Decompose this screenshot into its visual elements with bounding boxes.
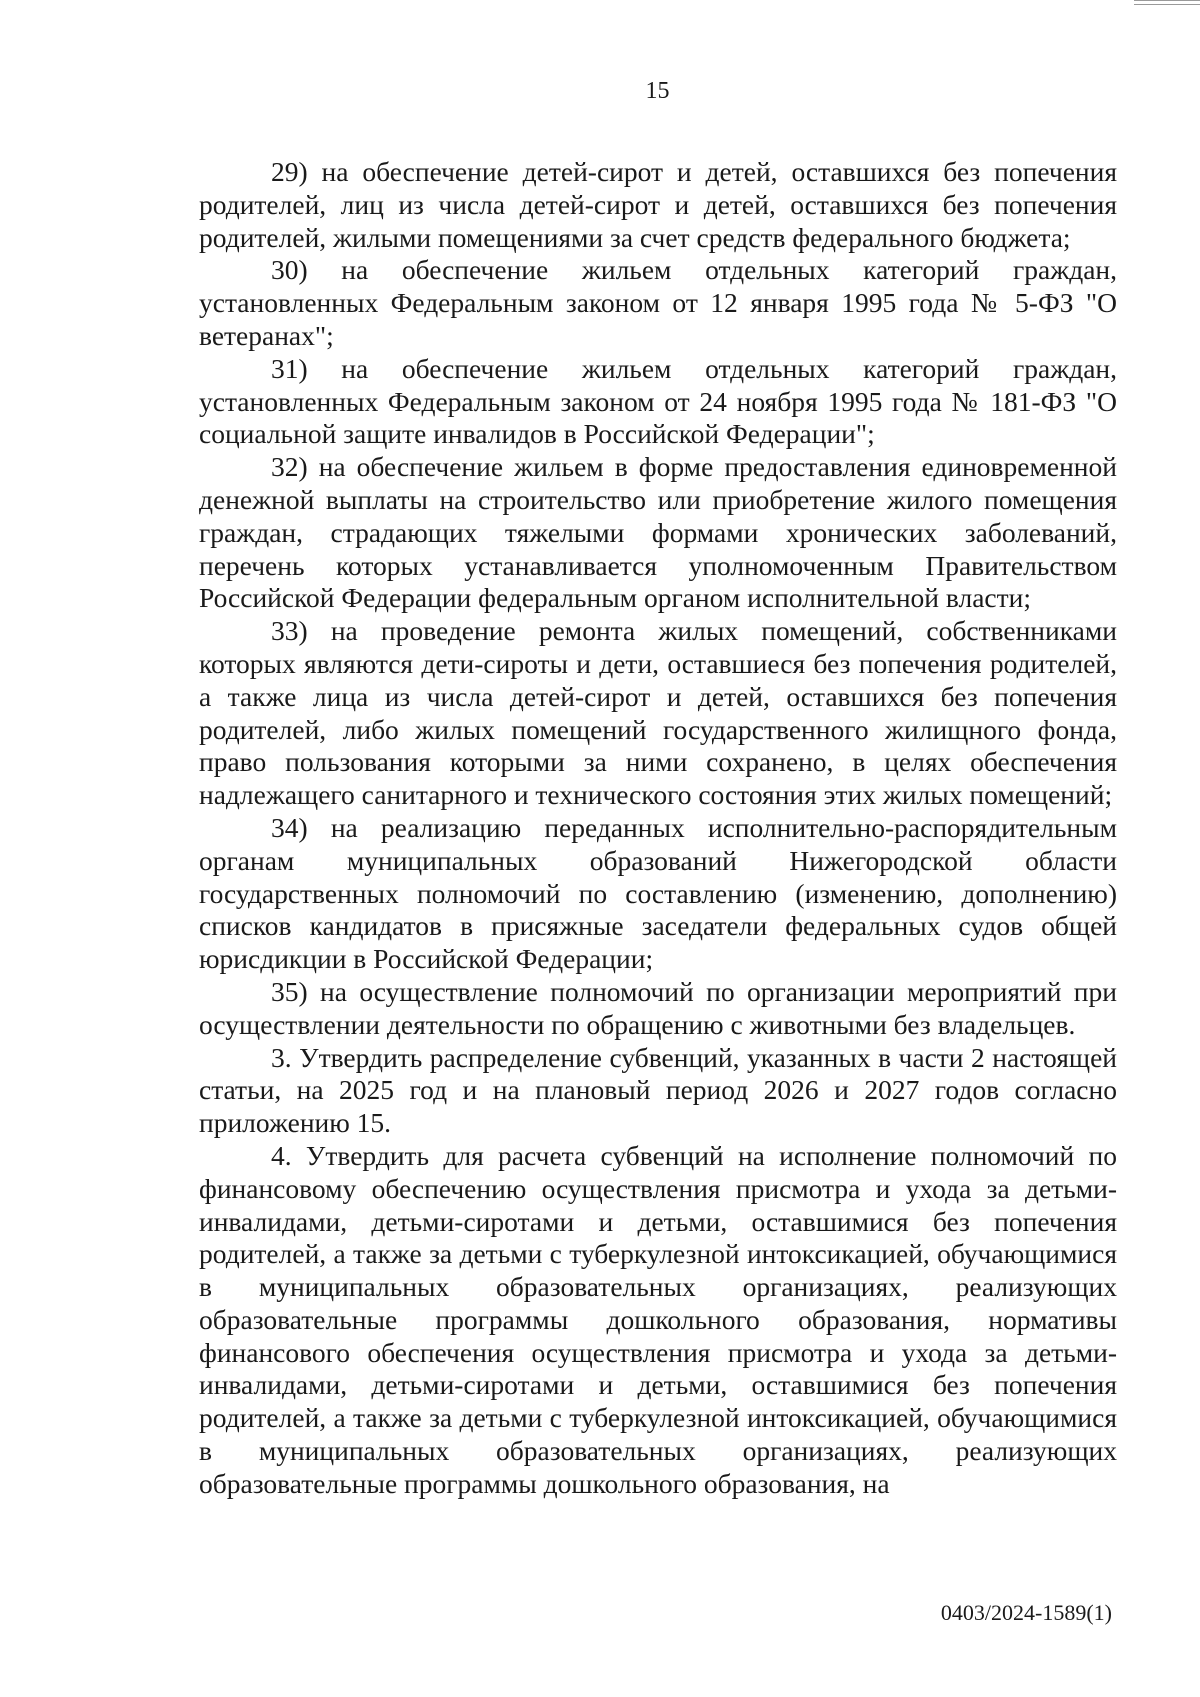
document-code: 0403/2024-1589(1): [940, 1600, 1112, 1625]
scan-corner-mark: [1134, 0, 1200, 5]
paragraph-item-29: 29) на обеспечение детей-сирот и детей, оставшихся без попечения родителей, лиц из числа детей-сирот и детей, оставшихся без попечения родителей, жилыми помещениями за счет средств федерального бюджета;: [199, 156, 1117, 253]
document-body: [199, 156, 1117, 1501]
paragraph-item-35: 35) на осуществление полномочий по организации мероприятий при осуществлении деятельности по обращению с животными без владельцев.: [199, 975, 1117, 1040]
paragraph-item-34: 34) на реализацию переданных исполнительно-распорядительным органам муниципальных образований Нижегородской области государственных полномочий по составлению (изменению, дополнению) списков кандидатов в присяжные заседатели федеральных судов общей юрисдикции в Российской Федерации;: [199, 811, 1117, 975]
paragraph-item-32: 32) на обеспечение жильем в форме предоставления единовременной денежной выплаты на строительство или приобретение жилого помещения граждан, страдающих тяжелыми формами хронических заболеваний, перечень которых устанавливается уполномоченным Правительством Российской Федерации федеральным органом исполнительной власти;: [199, 451, 1117, 614]
paragraph-item-33: 33) на проведение ремонта жилых помещений, собственниками которых являются дети-сироты и дети, оставшиеся без попечения родителей, а также лица из числа детей-сирот и детей, оставшихся без попечения родителей, либо жилых помещений государственного жилищного фонда, право пользования которыми за ними сохранено, в целях обеспечения надлежащего санитарного и технического состояния этих жилых помещений;: [199, 615, 1117, 811]
paragraph-item-30: 30) на обеспечение жильем отдельных категорий граждан, установленных Федеральным законом от 12 января 1995 года № 5-ФЗ "О ветеранах";: [199, 254, 1117, 351]
page-number: 15: [645, 78, 670, 104]
paragraph-part-4: 4. Утвердить для расчета субвенций на исполнение полномочий по финансовому обеспечению осуществления присмотра и ухода за детьми-инвалидами, детьми-сиротами и детьми, оставшимися без попечения родителей, а также за детьми с туберкулезной интоксикацией, обучающимися в муниципальных образовательных организациях, реализующих образовательные программы дошкольного образования, нормативы финансового обеспечения осуществления присмотра и ухода за детьми-инвалидами, детьми-сиротами и детьми, оставшимися без попечения родителей, а также за детьми с туберкулезной интоксикацией, обучающимися в муниципальных образовательных организациях, реализующих образовательные программы дошкольного образования, на: [199, 1139, 1117, 1499]
paragraph-part-3: 3. Утвердить распределение субвенций, указанных в части 2 настоящей статьи, на 2025 год и на плановый период 2026 и 2027 годов согласно приложению 15.: [199, 1041, 1117, 1139]
paragraph-item-31: 31) на обеспечение жильем отдельных категорий граждан, установленных Федеральным законом от 24 ноября 1995 года № 181-ФЗ "О социальной защите инвалидов в Российской Федерации";: [199, 352, 1117, 450]
